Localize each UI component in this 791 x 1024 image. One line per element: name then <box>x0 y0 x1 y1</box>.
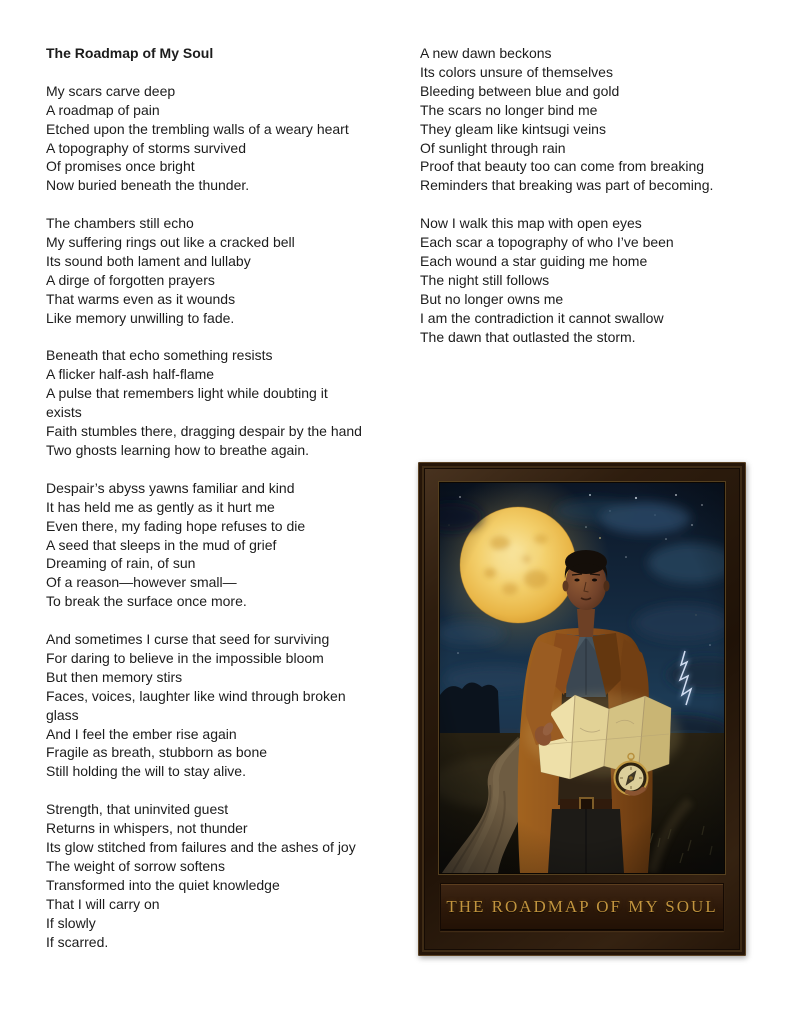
poem-stanzas-left <box>46 82 418 952</box>
poem-line: Now buried beneath the thunder. <box>46 177 250 194</box>
poem-line: The dawn that outlasted the storm. <box>420 328 636 345</box>
poem-line: Returns in whispers, not thunder <box>46 820 248 837</box>
poem-line: Proof that beauty too can come from breaking <box>420 158 705 175</box>
poem-line: Transformed into the quiet knowledge <box>46 876 280 893</box>
poem-line: That warms even as it wounds <box>46 290 236 307</box>
poem-line: My suffering rings out like a cracked bell <box>46 234 295 251</box>
poem-line: Each scar a topography of who I’ve been <box>420 234 674 251</box>
poem-line: Beneath that echo something resists <box>46 347 273 364</box>
poem-line: Despair’s abyss yawns familiar and kind <box>46 479 295 496</box>
poem-line: My scars carve deep <box>46 82 176 99</box>
poem-column-right <box>420 44 780 346</box>
poem-line: If slowly <box>46 914 96 931</box>
poem-line: For daring to believe in the impossible bloom <box>46 649 324 666</box>
poem-stanza <box>46 82 418 195</box>
poem-stanza <box>420 214 780 346</box>
poem-line: A seed that sleeps in the mud of grief <box>46 536 277 553</box>
poem-line: Like memory unwilling to fade. <box>46 309 235 326</box>
poem-stanza <box>46 346 418 459</box>
poem-line: Strength, that uninvited guest <box>46 801 229 818</box>
poem-title: The Roadmap of My Soul <box>46 45 214 61</box>
poem-line: Two ghosts learning how to breathe again. <box>46 441 310 458</box>
vignette <box>440 483 724 873</box>
poem-line: A pulse that remembers light while doubting it <box>46 385 328 402</box>
poem-stanza <box>46 479 418 611</box>
poem-line: A dirge of forgotten prayers <box>46 271 215 288</box>
poem-line: A roadmap of pain <box>46 101 160 118</box>
poem-line: Its sound both lament and lullaby <box>46 252 251 269</box>
poem-line: Etched upon the trembling walls of a weary heart <box>46 120 349 137</box>
painting-canvas <box>440 483 724 873</box>
poem-line: But then memory stirs <box>46 668 183 685</box>
poem-line: And I feel the ember rise again <box>46 725 237 742</box>
poem-line: The night still follows <box>420 271 550 288</box>
poem-line: But no longer owns me <box>420 290 564 307</box>
poem-line: Fragile as breath, stubborn as bone <box>46 744 268 761</box>
poem-stanza <box>46 214 418 327</box>
poem-line: Its glow stitched from failures and the ashes of joy <box>46 838 356 855</box>
poem-line: glass <box>46 706 79 723</box>
poem-stanza <box>420 44 780 195</box>
poem-line: The chambers still echo <box>46 215 194 232</box>
painting-caption: THE ROADMAP OF MY SOUL <box>446 897 718 916</box>
poem-line: Faces, voices, laughter like wind through broken <box>46 687 346 704</box>
poem-stanzas-right <box>420 44 780 346</box>
poem-line: To break the surface once more. <box>46 593 247 610</box>
poem-line: Still holding the will to stay alive. <box>46 763 246 780</box>
poem-line: Each wound a star guiding me home <box>420 252 648 269</box>
poem-column-left <box>46 44 418 951</box>
poem-line: That I will carry on <box>46 895 160 912</box>
poem-line: exists <box>46 404 82 421</box>
poem-line: Even there, my fading hope refuses to die <box>46 517 306 534</box>
poem-line: The weight of sorrow softens <box>46 857 225 874</box>
poem-line: I am the contradiction it cannot swallow <box>420 309 664 326</box>
poem-line: Its colors unsure of themselves <box>420 63 613 80</box>
poem-line: A flicker half-ash half-flame <box>46 366 215 383</box>
poem-line: Now I walk this map with open eyes <box>420 215 642 232</box>
poem-line: A topography of storms survived <box>46 139 246 156</box>
poem-line: Of promises once bright <box>46 158 195 175</box>
poem-line: A new dawn beckons <box>420 45 552 61</box>
poem-line: If scarred. <box>46 933 109 950</box>
poem-line: Faith stumbles there, dragging despair by the hand <box>46 423 362 440</box>
poem-line: It has held me as gently as it hurt me <box>46 498 275 515</box>
poem-stanza <box>46 800 418 951</box>
poem-line: Bleeding between blue and gold <box>420 82 620 99</box>
framed-painting <box>418 462 746 956</box>
poem-line: And sometimes I curse that seed for surviving <box>46 631 330 648</box>
poem-line: Of a reason—however small— <box>46 574 237 591</box>
poem-line: They gleam like kintsugi veins <box>420 120 606 137</box>
poem-stanza <box>46 630 418 781</box>
poem-line: Dreaming of rain, of sun <box>46 555 196 572</box>
poem-line: Reminders that breaking was part of becoming. <box>420 177 714 194</box>
poem-line: The scars no longer bind me <box>420 101 598 118</box>
poem-line: Of sunlight through rain <box>420 139 566 156</box>
painting-caption-plaque <box>440 883 724 931</box>
